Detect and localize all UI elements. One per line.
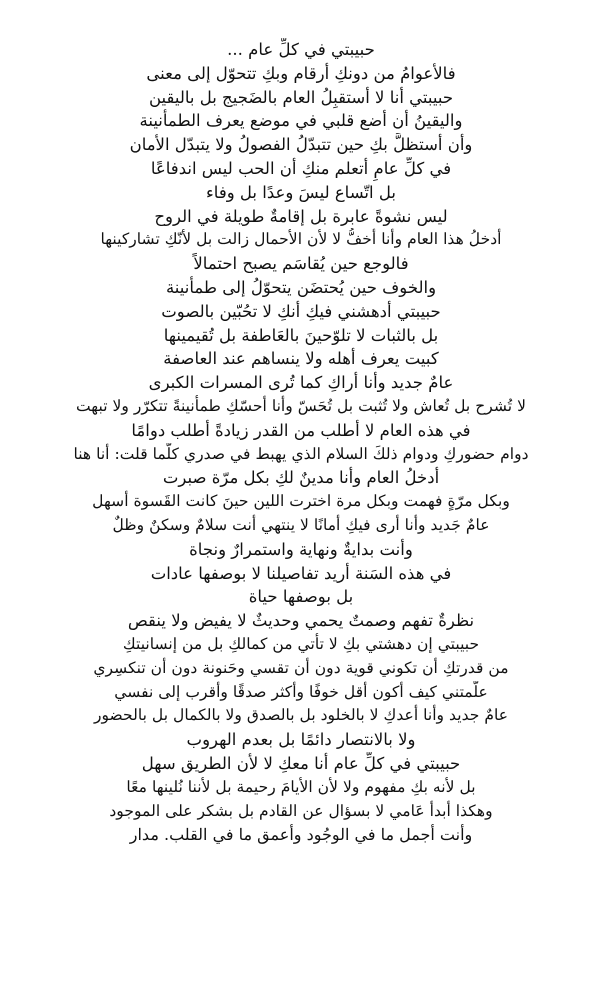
poem-line: في كلِّ عامٍ أتعلم منكِ أن الحب ليس اندفاعًا	[150, 158, 452, 178]
poem-line: بل لأنه بكِ مفهوم ولا لأن الأيامَ رحيمة بل لأننا نُلينها معًا	[126, 777, 476, 796]
poem-line: في هذه السَنة أريد تفاصيلنا لا بوصفها عادات	[150, 563, 452, 583]
poem-line: بل بالثبات لا تلوّحينَ بالعَاطفة بل تُقيمينها	[163, 325, 439, 345]
poem-line: أدخلُ هذا العام وأنا أخفُّ لا لأن الأحمال زالت بل لأنّكِ تشاركينها	[100, 230, 502, 249]
poem-line: من قدرتكِ أن تكوني قوية دون أن تقسي وحَنونة دون أن تنكسِري	[93, 658, 509, 677]
poem-text	[22, 38, 580, 847]
poem-line: وأن أستظلَّ بكِ حين تتبدّلُ الفصولُ ولا يتبدّل الأمان	[129, 135, 473, 155]
poem-line: لا تُشرح بل تُعاش ولا تُثبت بل تُحَسّ وأنا أحسّكِ طمأنينةً تتكرّر ولا تبهت	[75, 396, 526, 415]
poem-line: بل اتّساع ليسَ وعدًا بل وفاء	[206, 182, 396, 202]
poem-line: في هذه العام لا أطلب من القدر زيادةً أطلب دوامًا	[131, 420, 471, 440]
poem-line: فالأعوامُ من دونكِ أرقام وبكِ تتحوّل إلى معنى	[146, 63, 456, 83]
poem-line: حبيبتي أدهشني فيكِ أنكِ لا تحُبّين بالصوت	[161, 301, 441, 321]
poem-line: واليقينُ أن أضع قلبي في موضع يعرف الطمأنينة	[139, 111, 463, 131]
poem-line: حبيبتي في كلِّ عام ...	[227, 40, 375, 59]
poem-line: عامٌ جديد وأنا أعدكِ لا بالخلود بل بالصدق ولا بالكمال بل بالحضور	[93, 706, 509, 725]
poem-line: والخوف حين يُحتضَن يتحوّلُ إلى طمأنينة	[165, 277, 437, 297]
poem-line: دوام حضوركِ ودوام ذلكَ السلام الذي يهبط في صدري كلّما قلت: أنا هنا	[73, 444, 529, 463]
poem-line: علّمتني كيف أكون أقل خوفًا وأكثر صدقًا وأقرب إلى نفسي	[114, 682, 488, 701]
poem-line-signature: وأنت أجمل ما في الوجُود وأعمق ما في القلب. مدار	[129, 825, 473, 845]
poem-line: وأنت بدايةٌ ونهاية واستمرارٌ ونجاة	[189, 539, 413, 559]
poem-line: ولا بالانتصار دائمًا بل بعدم الهروب	[186, 730, 416, 750]
poem-line: عامٌ جَديد وأنا أرى فيكِ أمانًا لا ينتهي أنت سلامٌ وسكنٌ وظلٌ	[112, 515, 490, 534]
poem-line: كبيت يعرف أهله ولا ينساهم عند العاصفة	[163, 349, 439, 369]
poem-line: وبكل مرّةٍ فهمت وبكل مرة اخترت اللين حينَ كانت القَسوة أسهل	[92, 492, 510, 511]
poem-line: أدخلُ العام وأنا مدينٌ لكِ بكل مرّة صبرت	[162, 468, 440, 488]
poem-line: نظرةٌ تفهم وصمتٌ يحمي وحديثٌ لا يفيض ولا ينقص	[127, 611, 475, 631]
poem-line: ليس نشوةً عابرة بل إقامةٌ طويلة في الروح	[154, 206, 448, 226]
poem-line: عامٌ جديد وأنا أراكِ كما تُرى المسرات الكبرى	[148, 373, 454, 393]
poem-line: وهكذا أبدأ عَامي لا بسؤال عن القادم بل بشكر على الموجود	[109, 801, 493, 820]
poem-line: فالوجع حين يُقاسَم يصبح احتمالاً	[193, 254, 409, 274]
poem-line: حبيبتي إن دهشتي بكِ لا تأتي من كمالكِ بل من إنسانيتكِ	[122, 634, 480, 653]
poem-line: حبيبتي في كلِّ عام أنا معكِ لا لأن الطريق سهل	[141, 753, 461, 773]
poem-line: حبيبتي أنا لا أستقبِلُ العام بالضَجيج بل باليقين	[148, 87, 454, 107]
poem-line: بل بوصفها حياة	[248, 587, 354, 607]
